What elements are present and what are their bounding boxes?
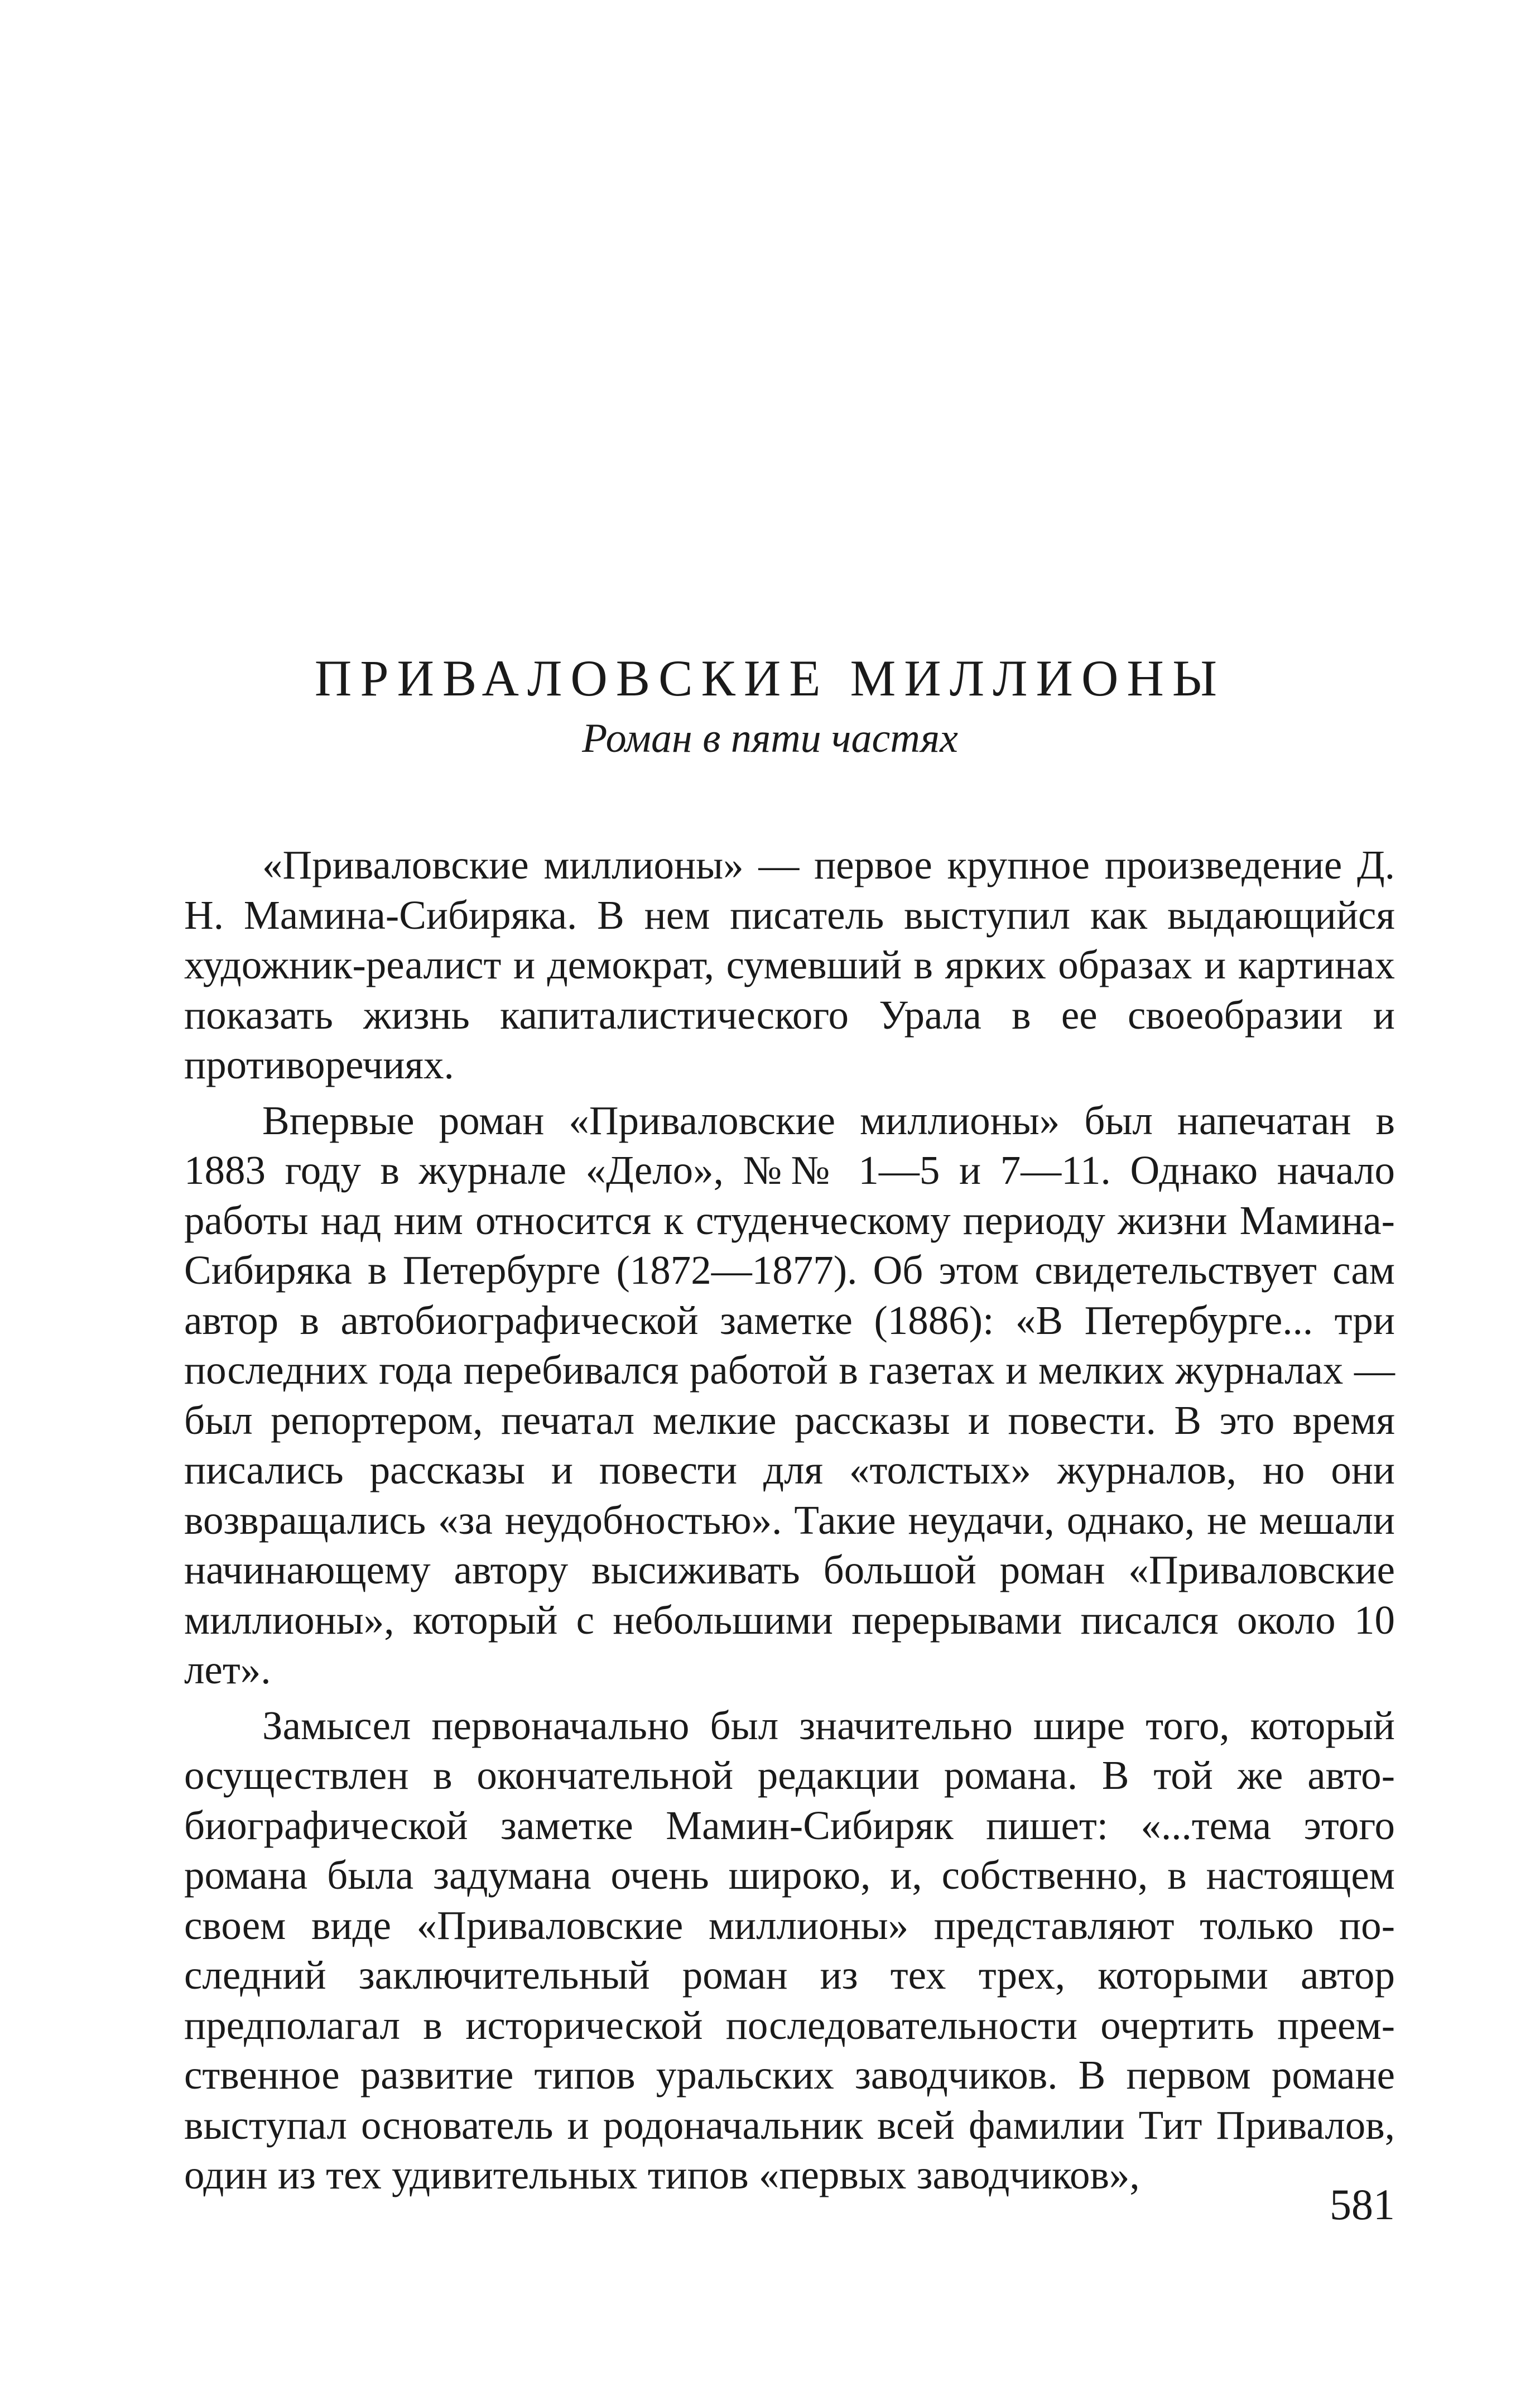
paragraph-1: «Приваловские миллионы» — первое крупное произведение Д. Н. Мамина-Сибиряка. В нем писатель выступил как выдающийся художник-реалист и демократ, сумевший в ярких образах и картинах показать жизнь капиталистического Урала в ее своеобразии и противоречиях. (184, 842, 1395, 1087)
page-subtitle: Роман в пяти частях (582, 716, 958, 761)
paragraph-2: Впервые роман «Приваловские миллионы» был напечатан в 1883 году в журнале «Дело», №№ 1—5 и 7—11. Однако начало работы над ним относится к студенческому периоду жизни Мамина-Сибиряка в Петербурге (1872—1877). Об этом свидетельствует сам автор в автобиографической заметке (1886): «В Петербурге... три последних года перебивался работой в газетах и мелких журналах — был репортером, печатал мелкие рассказы и повести. В это время писались рассказы и повести для «толстых» журналов, но они возвращались «за неудобностью». Такие неудачи, однако, не мешали начинающему автору высиживать большой роман «Приваловские миллионы», который с небольшими перерывами писался около 10 лет». (184, 1097, 1395, 1692)
body-text (184, 840, 1395, 2200)
page-number: 581 (1330, 2180, 1395, 2229)
page-title: ПРИВАЛОВСКИЕ МИЛЛИОНЫ (314, 650, 1226, 707)
paragraph-3: Замысел первоначально был значительно шире того, который осуществлен в окончательной редакции романа. В той же автобиографической заметке Мамин-Сибиряк пишет: «...тема этого романа была задумана очень широко, и, собственно, в настоящем своем виде «Приваловские миллионы» представляют только последний заключительный роман из тех трех, которыми автор предполагал в исторической последовательности очертить преемственное развитие типов уральских заводчиков. В первом романе выступал основатель и родоначальник всей фамилии Тит Привалов, один из тех удивительных типов «первых заводчиков», (184, 1702, 1395, 2197)
